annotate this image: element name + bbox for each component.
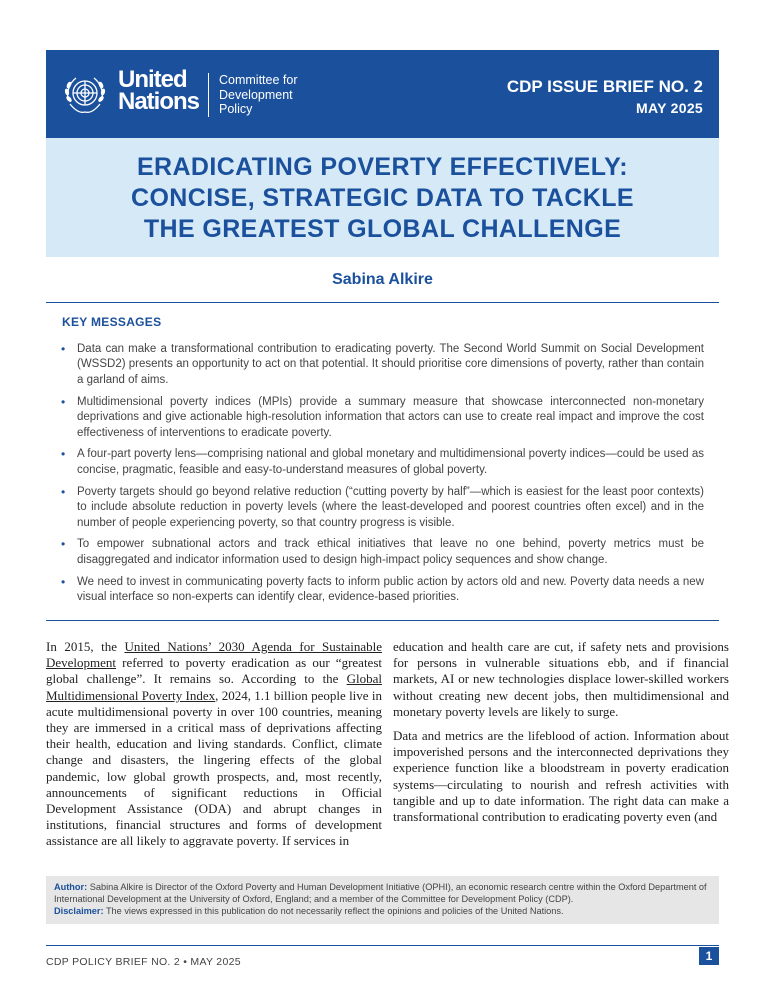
key-messages-list	[60, 342, 704, 612]
page-title	[46, 152, 719, 245]
divider-middle	[46, 620, 719, 621]
committee-name	[219, 73, 298, 117]
key-message-item: • To empower subnational actors and track ethical initiatives that leave no one behind, poverty metrics must be disaggregated and indicator information used to design high-impact policy sequences and show change.	[60, 537, 704, 568]
body-paragraph-1-continued: education and health care are cut, if safety nets and provisions for persons in vulnerable situations ebb, and if financial markets, AI or new technologies displace lower-skilled workers without creating new decent jobs, then multidimensional and monetary poverty levels are likely to surge.	[393, 639, 729, 719]
author-note	[54, 881, 714, 905]
title-band	[46, 138, 719, 257]
author-note-box	[46, 876, 719, 924]
agenda-2030-link[interactable]: United Nations’ 2030 Agenda for Sustainable Development	[46, 639, 382, 671]
author-name: Sabina Alkire	[332, 271, 433, 288]
body-text: In 2015, the	[46, 639, 125, 654]
brief-number: CDP ISSUE BRIEF NO. 2	[506, 77, 703, 96]
divider-top	[46, 302, 719, 303]
key-messages-heading: KEY MESSAGES	[62, 315, 162, 329]
header-divider	[208, 73, 209, 117]
disclaimer-note	[54, 905, 714, 917]
header-band	[46, 50, 719, 138]
key-message-item: • A four-part poverty lens—comprising national and global monetary and multidimensional poverty indices—could be used as concise, pragmatic, feasible and easy-to-understand measures of global poverty.	[60, 447, 704, 478]
body-paragraph-2: Data and metrics are the lifeblood of action. Information about impoverished persons and the interconnected deprivations they experience function like a bloodstream in poverty eradication systems—circulating to nourish and refresh activities with tangible and up to date information. The right data can make a transformational contribution to eradicating poverty even (and	[393, 728, 729, 825]
body-text: referred to poverty eradication as our “greatest global challenge”. It remains so. According to the	[46, 655, 382, 687]
disclaimer-text: The views expressed in this publication do not necessarily reflect the opinions and policies of the United Nations.	[105, 906, 564, 916]
committee-line3: Policy	[219, 102, 253, 116]
disclaimer-label: Disclaimer:	[54, 906, 104, 916]
author-note-text: Sabina Alkire is Director of the Oxford Poverty and Human Development Initiative (OPHI), an economic research centre within the Oxford Department of International Development at the University of Oxford, England; and a member of the Committee for Development Policy (CDP).	[54, 882, 707, 904]
body-text: , 2024, 1.1 billion people live in acute multidimensional poverty in over 100 countries, meaning they are immersed in a critical mass of deprivations affecting their health, education and living standards. Conflict, climate change and disasters, the lingering effects of the global pandemic, low global growth prospects, and, most recently, announcements of significant reductions in Official Development Assistance (ODA) and abrupt changes in institutions, financial structures and forms of development assistance are all likely to aggravate poverty. If services in	[46, 687, 382, 849]
title-line3: THE GREATEST GLOBAL CHALLENGE	[143, 215, 622, 243]
title-line1: ERADICATING POVERTY EFFECTIVELY:	[136, 153, 629, 181]
body-column-right	[393, 639, 729, 833]
key-message-item: • We need to invest in communicating poverty facts to inform public action by actors old and new. Poverty data needs a new visual interface so non-experts can identify clear, evidence-based priorities.	[60, 575, 704, 606]
note-text	[54, 881, 714, 917]
body-paragraph-1	[46, 639, 382, 850]
global-mpi-link[interactable]: Global Multidimensional Poverty Index	[46, 671, 382, 703]
committee-line2: Development	[219, 87, 293, 102]
title-line2: CONCISE, STRATEGIC DATA TO TACKLE	[130, 184, 634, 212]
committee-line1: Committee for	[219, 73, 298, 87]
divider-bottom	[46, 945, 719, 946]
page-number: 1	[699, 947, 719, 965]
un-emblem-icon	[60, 70, 110, 120]
key-message-item: • Multidimensional poverty indices (MPIs) provide a summary measure that showcase interconnected non-monetary deprivations and give actionable high-resolution information that actors can use to create real impact and improve the cost effectiveness of interventions to eradicate poverty.	[60, 395, 704, 441]
org-name	[118, 66, 200, 115]
body-column-left	[46, 639, 382, 858]
org-name-line1: United	[118, 66, 187, 93]
footer-label: CDP POLICY BRIEF NO. 2 • MAY 2025	[46, 956, 241, 968]
key-message-item: • Data can make a transformational contribution to eradicating poverty. The Second World Summit on Social Development (WSSD2) presents an opportunity to act on that potential. It should prioritise core dimensions of poverty, rather than contain a garland of aims.	[60, 342, 704, 388]
author-note-label: Author:	[54, 882, 88, 892]
org-name-line2: Nations	[118, 88, 200, 115]
brief-date: MAY 2025	[635, 100, 703, 116]
key-message-item: • Poverty targets should go beyond relative reduction (“cutting poverty by half”—which is easiest for the least poor contexts) to include absolute reduction in poverty levels (where the least-developed and poorest countries often excel) and in the number of people experiencing poverty, so that country progress is visible.	[60, 485, 704, 531]
